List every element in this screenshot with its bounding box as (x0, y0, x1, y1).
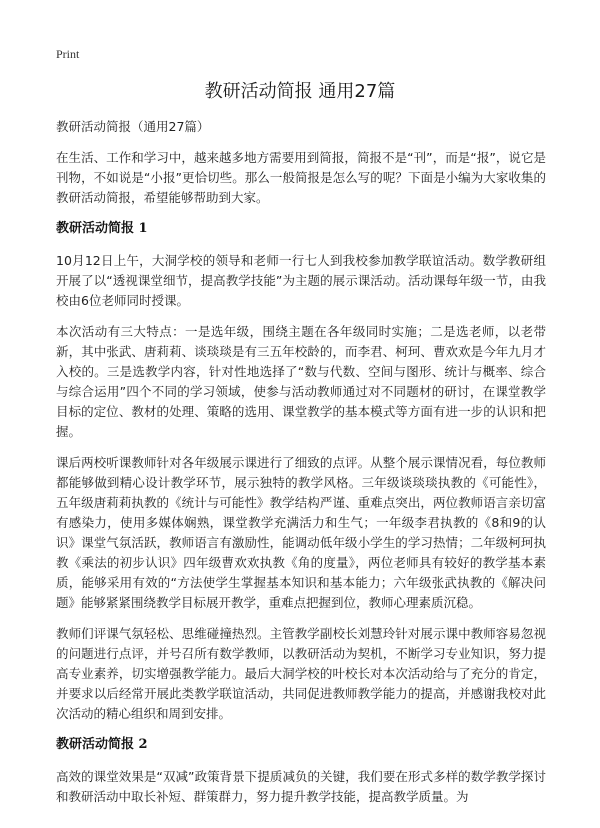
section-paragraph: 课后两校听课教师针对各年级展示课进行了细致的点评。从整个展示课情况看，每位教师都能够做到精心设计教学环节，展示独特的教学风格。三年级谈琰琰执教的《可能性》，五年级唐莉莉执教的《统计与可能性》教学结构严谨、重难点突出，两位教师语言亲切富有感染力，使用多媒体娴熟，课堂教学充满活力和生气；一年级李君执教的《8和9的认识》课堂气氛活跃，教师语言有激励性，能调动低年级小学生的学习热情；二年级柯珂执教《乘法的初步认识》四年级曹欢欢执教《角的度量》，两位老师具有较好的教学基本素质，能够采用有效的“方法使学生掌握基本知识和基本能力；六年级张武执教的《解决问题》能够紧紧围绕教学目标展开教学，重难点把握到位，教师心理素质沉稳。 (56, 455, 546, 610)
section-paragraph: 本次活动有三大特点：一是选年级，围绕主题在各年级同时实施；二是选老师，以老带新，其中张武、唐莉莉、谈琰琰是有三五年校龄的，而李君、柯珂、曹欢欢是今年九月才入校的。三是选教学内容，针对性地选择了“数与代数、空间与图形、统计与概率、综合与综合运用”四个不同的学习领域，使参与活动教师通过对不同题材的研讨，在课堂教学目标的定位、教材的处理、策略的选用、课堂教学的基本模式等方面有进一步的认识和把握。 (56, 324, 546, 439)
section-heading: 教研活动简报 2 (56, 737, 148, 752)
section-paragraph: 10月12日上午，大洞学校的领导和老师一行七人到我校参加教学联谊活动。数学教研组开展了以“透视课堂细节，提高教学技能”为主题的展示课活动。活动课每年级一节，由我校由6位老师同时授课。 (56, 253, 546, 308)
intro-paragraph: 在生活、工作和学习中，越来越多地方需要用到简报，简报不是“刊”，而是“报”，说它是刊物，不如说是“小报”更恰切些。那么一般简报是怎么写的呢？下面是小编为大家收集的教研活动简报，希望能够帮助到大家。 (56, 150, 546, 205)
section-heading: 教研活动简报 1 (56, 221, 148, 236)
section-2 (56, 735, 546, 807)
section-paragraph: 高效的课堂效果是“双减”政策背景下提质减负的关键，我们要在形式多样的数学教学探讨和教研活动中取长补短、群策群力，努力提升教学技能，提高教学质量。为 (56, 769, 546, 804)
section-1 (56, 219, 546, 724)
print-link[interactable]: Print (56, 47, 80, 61)
document-subtitle: 教研活动简报（通用27篇） (56, 119, 210, 134)
section-paragraph: 教师们评课气氛轻松、思维碰撞热烈。主管教学副校长刘慧玲针对展示课中教师容易忽视的问题进行点评，并号召所有数学教师，以教研活动为契机，不断学习专业知识，努力提高专业素养，切实增强教学能力。最后大洞学校的叶校长对本次活动给与了充分的肯定，并要求以后经常开展此类教学联谊活动，共同促进教师教学能力的提高，并感谢我校对此次活动的精心组织和周到安排。 (56, 626, 546, 721)
document-body (56, 117, 546, 818)
document-title: 教研活动简报 通用27篇 (204, 81, 396, 102)
